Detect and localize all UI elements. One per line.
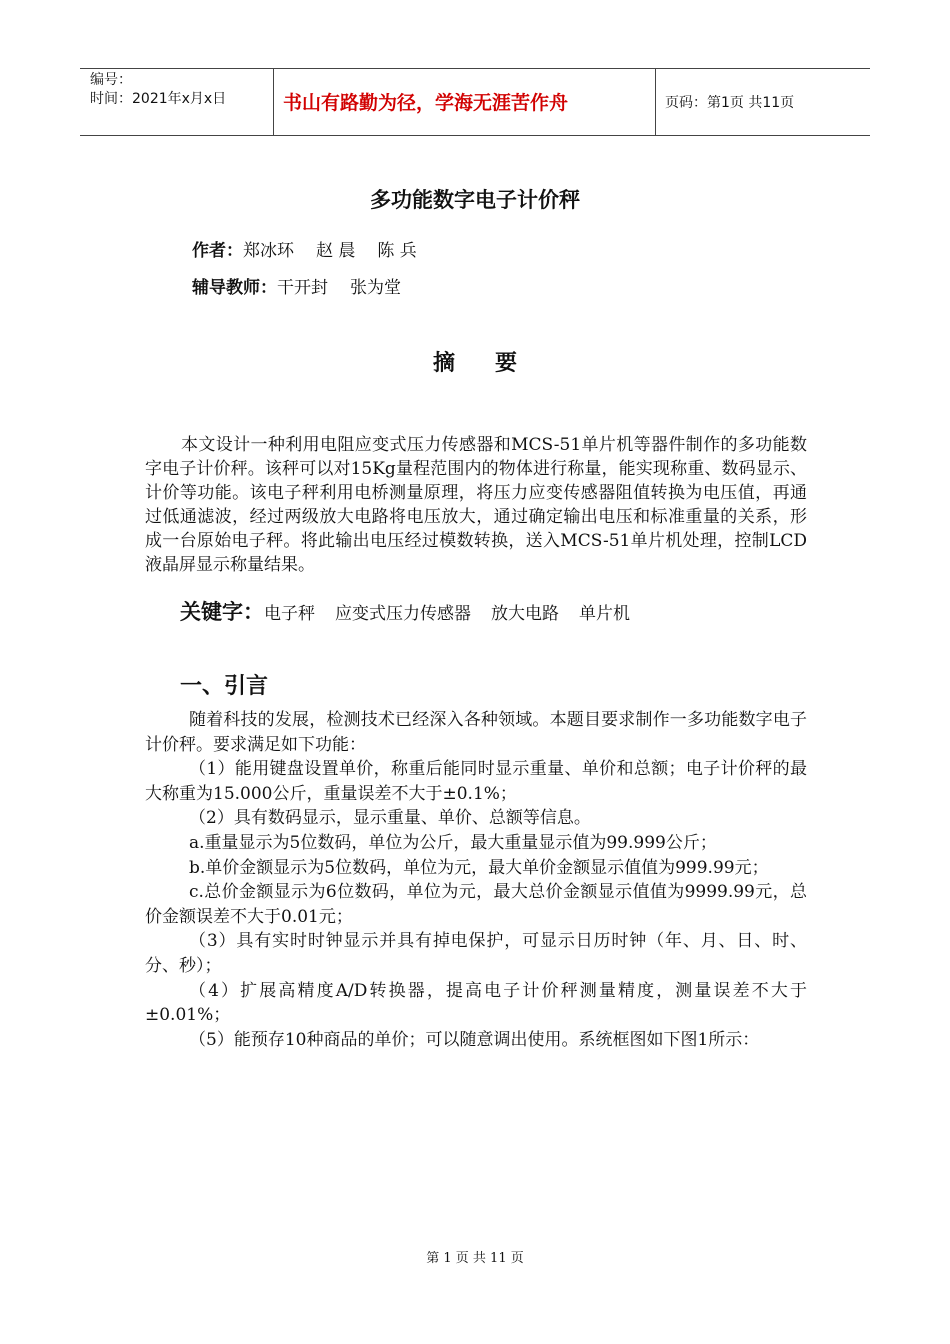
section-heading: 一、引言 <box>180 674 269 699</box>
advisor-name: 干开封 <box>277 278 328 298</box>
header-bottom-rule <box>80 135 870 136</box>
section-body <box>145 708 807 1052</box>
keywords-label: 关键字： <box>180 600 264 624</box>
keywords-line <box>180 596 650 626</box>
author-name: 赵 晨 <box>316 241 356 261</box>
advisor-name: 张为堂 <box>350 278 401 298</box>
page-footer: 第 1 页 共 11 页 <box>426 1251 524 1266</box>
list-item: b.单价金额显示为5位数码，单位为元，最大单价金额显示值值为999.99元； <box>189 857 769 878</box>
number-label: 编号： <box>90 72 132 88</box>
authors-line <box>192 236 417 261</box>
keyword-item: 单片机 <box>579 604 630 624</box>
list-item: （5）能预存10种商品的单价；可以随意调出使用。系统框图如下图1所示： <box>189 1029 760 1050</box>
authors-label: 作者： <box>192 241 243 261</box>
advisors-line <box>192 273 401 298</box>
list-item: c.总价金额显示为6位数码，单位为元，最大总价金额显示值值为9999.99元，总价金额误差不大于0.01元； <box>145 882 807 927</box>
author-name: 陈 兵 <box>377 241 417 261</box>
author-name: 郑冰环 <box>243 241 294 261</box>
keyword-item: 应变式压力传感器 <box>335 604 471 624</box>
keyword-item: 电子秤 <box>264 604 315 624</box>
list-item: （2）具有数码显示，显示重量、单价、总额等信息。 <box>189 808 591 829</box>
header-top-rule <box>80 68 870 69</box>
header-divider-right <box>655 68 656 135</box>
document-title: 多功能数字电子计价秤 <box>370 188 580 212</box>
abstract-text: 本文设计一种利用电阻应变式压力传感器和MCS-51单片机等器件制作的多功能数字电子计价秤。该秤可以对15Kg量程范围内的物体进行称量，能实现称重、数码显示、计价等功能。该电子秤利用电桥测量原理，将压力应变传感器阻值转换为电压值，再通过低通滤波，经过两级放大电路将电压放大，通过确定输出电压和标准重量的关系，形成一台原始电子秤。将此输出电压经过模数转换，送入MCS-51单片机处理，控制LCD液晶屏显示称量结果。 <box>145 435 807 575</box>
keyword-item: 放大电路 <box>491 604 559 624</box>
header-left-cell <box>90 71 226 109</box>
abstract-heading: 摘要 <box>432 351 557 376</box>
header-page-info: 页码：第1页 共11页 <box>665 95 795 111</box>
header-motto: 书山有路勤为径，学海无涯苦作舟 <box>283 92 569 114</box>
date-label: 时间：2021年x月x日 <box>90 91 227 107</box>
paragraph: 随着科技的发展，检测技术已经深入各种领域。本题目要求制作一多功能数字电子计价秤。要求满足如下功能： <box>145 710 807 755</box>
list-item: （3）具有实时时钟显示并具有掉电保护，可显示日历时钟（年、月、日、时、分、秒）； <box>145 931 807 976</box>
list-item: （1）能用键盘设置单价，称重后能同时显示重量、单价和总额；电子计价秤的最大称重为15.000公斤，重量误差不大于±0.1%； <box>145 759 807 804</box>
list-item: a.重量显示为5位数码，单位为公斤，最大重量显示值为99.999公斤； <box>189 832 717 853</box>
advisors-label: 辅导教师： <box>192 278 277 298</box>
list-item: （4）扩展高精度A/D转换器，提高电子计价秤测量精度，测量误差不大于±0.01%； <box>145 980 807 1026</box>
header-divider-left <box>273 68 274 135</box>
